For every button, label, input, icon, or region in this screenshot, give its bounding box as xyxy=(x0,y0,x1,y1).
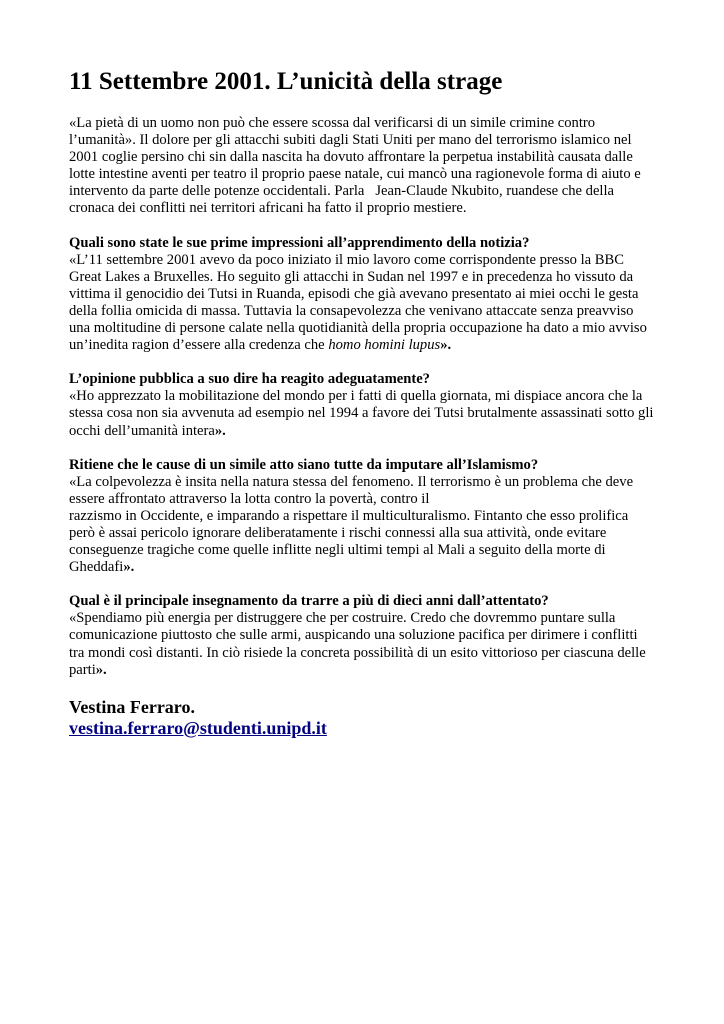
answer-line: vittima il genocidio dei Tutsi in Ruanda, episodi che già avevano presentato ai miei occhi le gesta xyxy=(69,285,639,302)
answer-line: Great Lakes a Bruxelles. Ho seguito gli attacchi in Sudan nel 1997 e in precedenza ho vissuto da xyxy=(69,268,634,285)
answer-line: della follia omicida di massa. Tuttavia la consapevolezza che venivano attaccate senza preavviso xyxy=(69,302,634,319)
qa-block-2 xyxy=(69,371,666,439)
answer-line: «Ho apprezzato la mobilitazione del mondo per i fatti di quella giornata, mi dispiace ancora che la xyxy=(69,388,643,405)
answer-text: Gheddafi xyxy=(69,559,124,576)
answer-last-line xyxy=(69,337,666,354)
intro-line: lotte intestine aventi per teatro il proprio paese natale, cui mancò una ragionevole forma di aiuto e xyxy=(69,166,641,183)
answer-line: però è assai pericolo ignorare deliberatamente i rischi connessi alla sua attività, onde evitare xyxy=(69,524,607,541)
answer-text: parti xyxy=(69,661,96,678)
answer-text: occhi dell’umanità intera xyxy=(69,422,215,439)
author-email-link[interactable]: vestina.ferraro@studenti.unipd.it xyxy=(69,717,327,738)
intro-line: cronaca dei conflitti nei territori africani ha fatto il proprio mestiere. xyxy=(69,200,467,217)
answer-line: una moltitudine di persone calate nella quotidianità della propria occupazione ha dato a mio avviso xyxy=(69,320,647,337)
qa-block-3 xyxy=(69,457,666,577)
answer-line: stessa cosa non sia avvenuta ad esempio nel 1994 a favore dei Tutsi brutalmente assassinati sotto gli xyxy=(69,405,654,422)
answer-close-quote: ». xyxy=(123,559,135,576)
answer-last-line xyxy=(69,423,666,440)
intro-paragraph xyxy=(69,115,666,218)
qa-block-4 xyxy=(69,593,666,678)
answer-line: tra mondi così distanti. In ciò risiede la concreta possibilità di un esito vittorioso per ciascuna delle xyxy=(69,644,646,661)
answer-line: «Spendiamo più energia per distruggere che per costruire. Credo che dovremmo puntare sulla xyxy=(69,610,616,627)
answer-close-quote: ». xyxy=(95,661,107,678)
answer-line: conseguenze tragiche come quelle inflitte negli ultimi tempi al Mali a seguito della morte di xyxy=(69,542,606,559)
answer-line: razzismo in Occidente, e imparando a rispettare il multiculturalismo. Fintanto che esso prolifica xyxy=(69,507,629,524)
answer-line: «La colpevolezza è insita nella natura stessa del fenomeno. Il terrorismo è un problema che deve xyxy=(69,473,634,490)
qa-block-1 xyxy=(69,235,666,355)
answer-italic-phrase: homo homini lupus xyxy=(328,337,441,354)
answer-close-quote: ». xyxy=(214,422,226,439)
question-3: Ritiene che le cause di un simile atto siano tutte da imputare all’Islamismo? xyxy=(69,456,539,473)
intro-line: intervento da parte delle potenze occidentali. Parla Jean-Claude Nkubito, ruandese che della xyxy=(69,183,615,200)
question-1: Quali sono state le sue prime impressioni all’apprendimento della notizia? xyxy=(69,234,530,251)
answer-line: essere affrontato attraverso la lotta contro la povertà, contro il xyxy=(69,490,430,507)
answer-text: un’inedita ragion d’essere alla credenza che xyxy=(69,337,329,354)
intro-line: l’umanità». Il dolore per gli attacchi subiti dagli Stati Uniti per mano del terrorismo islamico nel xyxy=(69,132,632,149)
author-name: Vestina Ferraro. xyxy=(69,696,195,717)
article-title: 11 Settembre 2001. L’unicità della strage xyxy=(69,68,503,95)
answer-close-quote: ». xyxy=(440,337,452,354)
question-4: Qual è il principale insegnamento da trarre a più di dieci anni dall’attentato? xyxy=(69,593,549,610)
answer-last-line xyxy=(69,662,666,679)
intro-line: «La pietà di un uomo non può che essere scossa dal verificarsi di un simile crimine contro xyxy=(69,115,596,131)
intro-line: 2001 coglie persino chi sin dalla nascita ha dovuto affrontare la perpetua instabilità causata dalle xyxy=(69,149,633,166)
question-2: L’opinione pubblica a suo dire ha reagito adeguatamente? xyxy=(69,371,430,388)
answer-line: comunicazione piuttosto che sulle armi, auspicando una soluzione pacifica per dirimere i conflitti xyxy=(69,627,638,644)
answer-last-line xyxy=(69,559,666,576)
answer-line: «L’11 settembre 2001 avevo da poco iniziato il mio lavoro come corrispondente presso la BBC xyxy=(69,251,624,268)
